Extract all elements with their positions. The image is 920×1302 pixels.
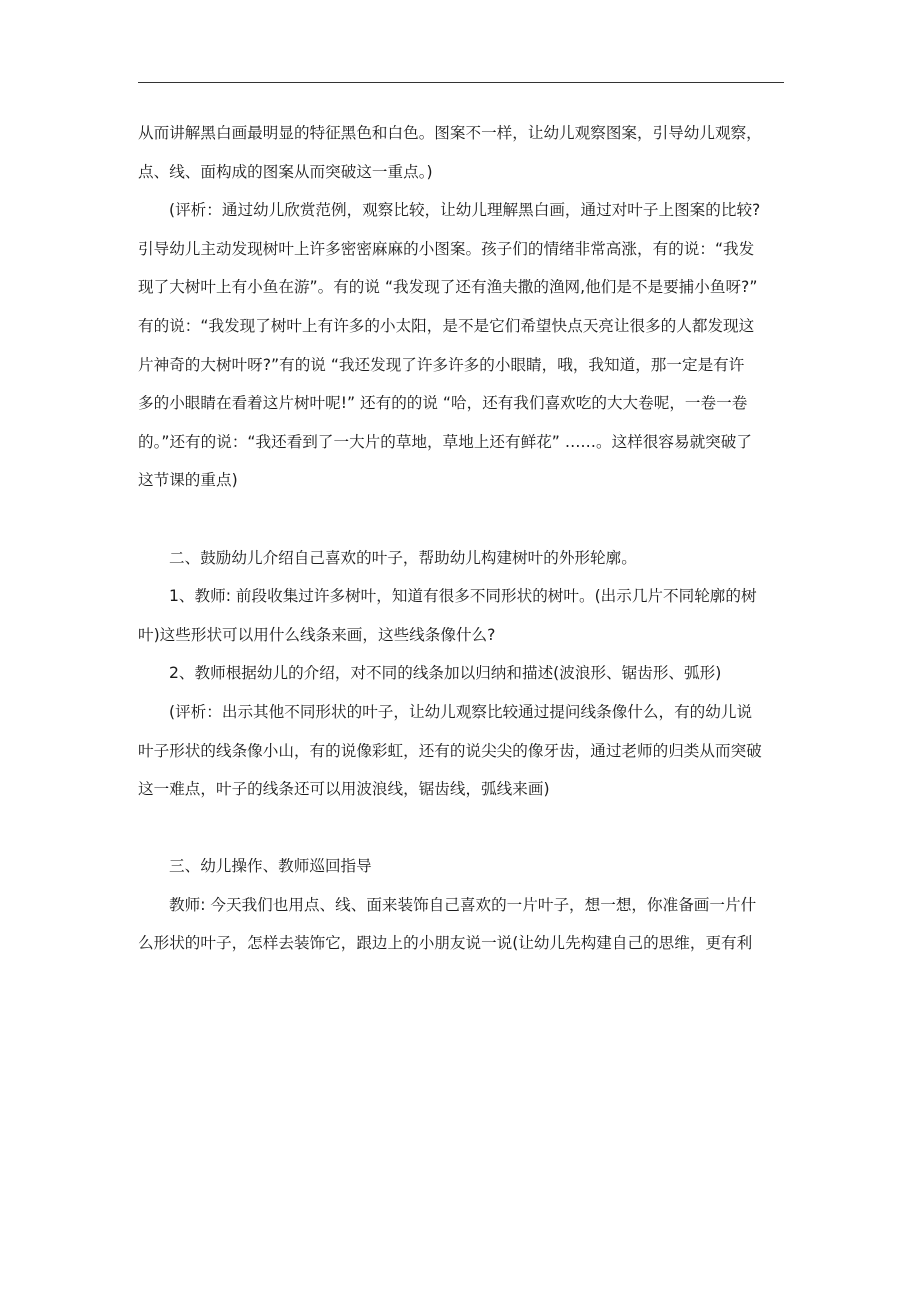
text-line: 教师: 今天我们也用点、线、面来装饰自己喜欢的一片叶子，想一想，你准备画一片什	[169, 895, 757, 914]
paragraph-section-3-body	[138, 886, 798, 963]
text-line: 多的小眼睛在看着这片树叶呢!” 还有的的说 “哈，还有我们喜欢吃的大大卷呢，一卷一卷	[138, 394, 748, 413]
text-line: 有的说：“我发现了树叶上有许多的小太阳，是不是它们希望快点天亮让很多的人都发现这	[138, 316, 755, 335]
text-line: 叶)这些形状可以用什么线条来画，这些线条像什么?	[138, 625, 496, 644]
paragraph-gap	[138, 500, 798, 539]
text-line: 片神奇的大树叶呀?”有的说 “我还发现了许多许多的小眼睛，哦，我知道，那一定是有许	[138, 355, 745, 374]
text-line: 的。”还有的说：“我还看到了一大片的草地，草地上还有鲜花” ……。这样很容易就突破了	[138, 432, 752, 451]
header-rule	[138, 82, 784, 83]
paragraph-gap	[138, 809, 798, 848]
paragraph-section-2-item-2	[138, 654, 798, 693]
text-line: 点、线、面构成的图案从而突破这一重点。)	[138, 162, 433, 181]
paragraph-review-2	[138, 693, 798, 809]
text-line: 2、教师根据幼儿的介绍，对不同的线条加以归纳和描述(波浪形、锯齿形、弧形)	[169, 664, 722, 683]
text-line: 叶子形状的线条像小山，有的说像彩虹，还有的说尖尖的像牙齿，通过老师的归类从而突破	[138, 741, 762, 760]
paragraph-intro-continuation	[138, 114, 798, 191]
text-line: 这一难点，叶子的线条还可以用波浪线，锯齿线，弧线来画)	[138, 780, 550, 799]
section-heading-3	[138, 847, 798, 886]
paragraph-review-1	[138, 191, 798, 500]
paragraph-section-2-item-1	[138, 577, 798, 654]
text-line: 这节课的重点)	[138, 471, 238, 490]
text-line: 么形状的叶子，怎样去装饰它，跟边上的小朋友说一说(让幼儿先构建自己的思维，更有利	[138, 934, 753, 953]
text-line: (评析：通过幼儿欣赏范例，观察比较，让幼儿理解黑白画，通过对叶子上图案的比较?	[169, 201, 761, 220]
document-body	[138, 114, 798, 963]
text-line: (评析：出示其他不同形状的叶子，让幼儿观察比较通过提问线条像什么，有的幼儿说	[169, 702, 753, 721]
text-line: 1、教师: 前段收集过许多树叶，知道有很多不同形状的树叶。(出示几片不同轮廓的树	[169, 587, 757, 606]
text-line: 现了大树叶上有小鱼在游”。有的说 “我发现了还有渔夫撒的渔网,他们是不是要捕小鱼呀?”	[138, 278, 758, 297]
section-heading-2	[138, 539, 798, 578]
text-line: 三、幼儿操作、教师巡回指导	[169, 857, 372, 876]
text-line: 引导幼儿主动发现树叶上许多密密麻麻的小图案。孩子们的情绪非常高涨，有的说：“我发	[138, 239, 755, 258]
text-line: 从而讲解黑白画最明显的特征黑色和白色。图案不一样，让幼儿观察图案，引导幼儿观察，	[138, 124, 762, 142]
text-line: 二、鼓励幼儿介绍自己喜欢的叶子，帮助幼儿构建树叶的外形轮廓。	[169, 548, 637, 567]
